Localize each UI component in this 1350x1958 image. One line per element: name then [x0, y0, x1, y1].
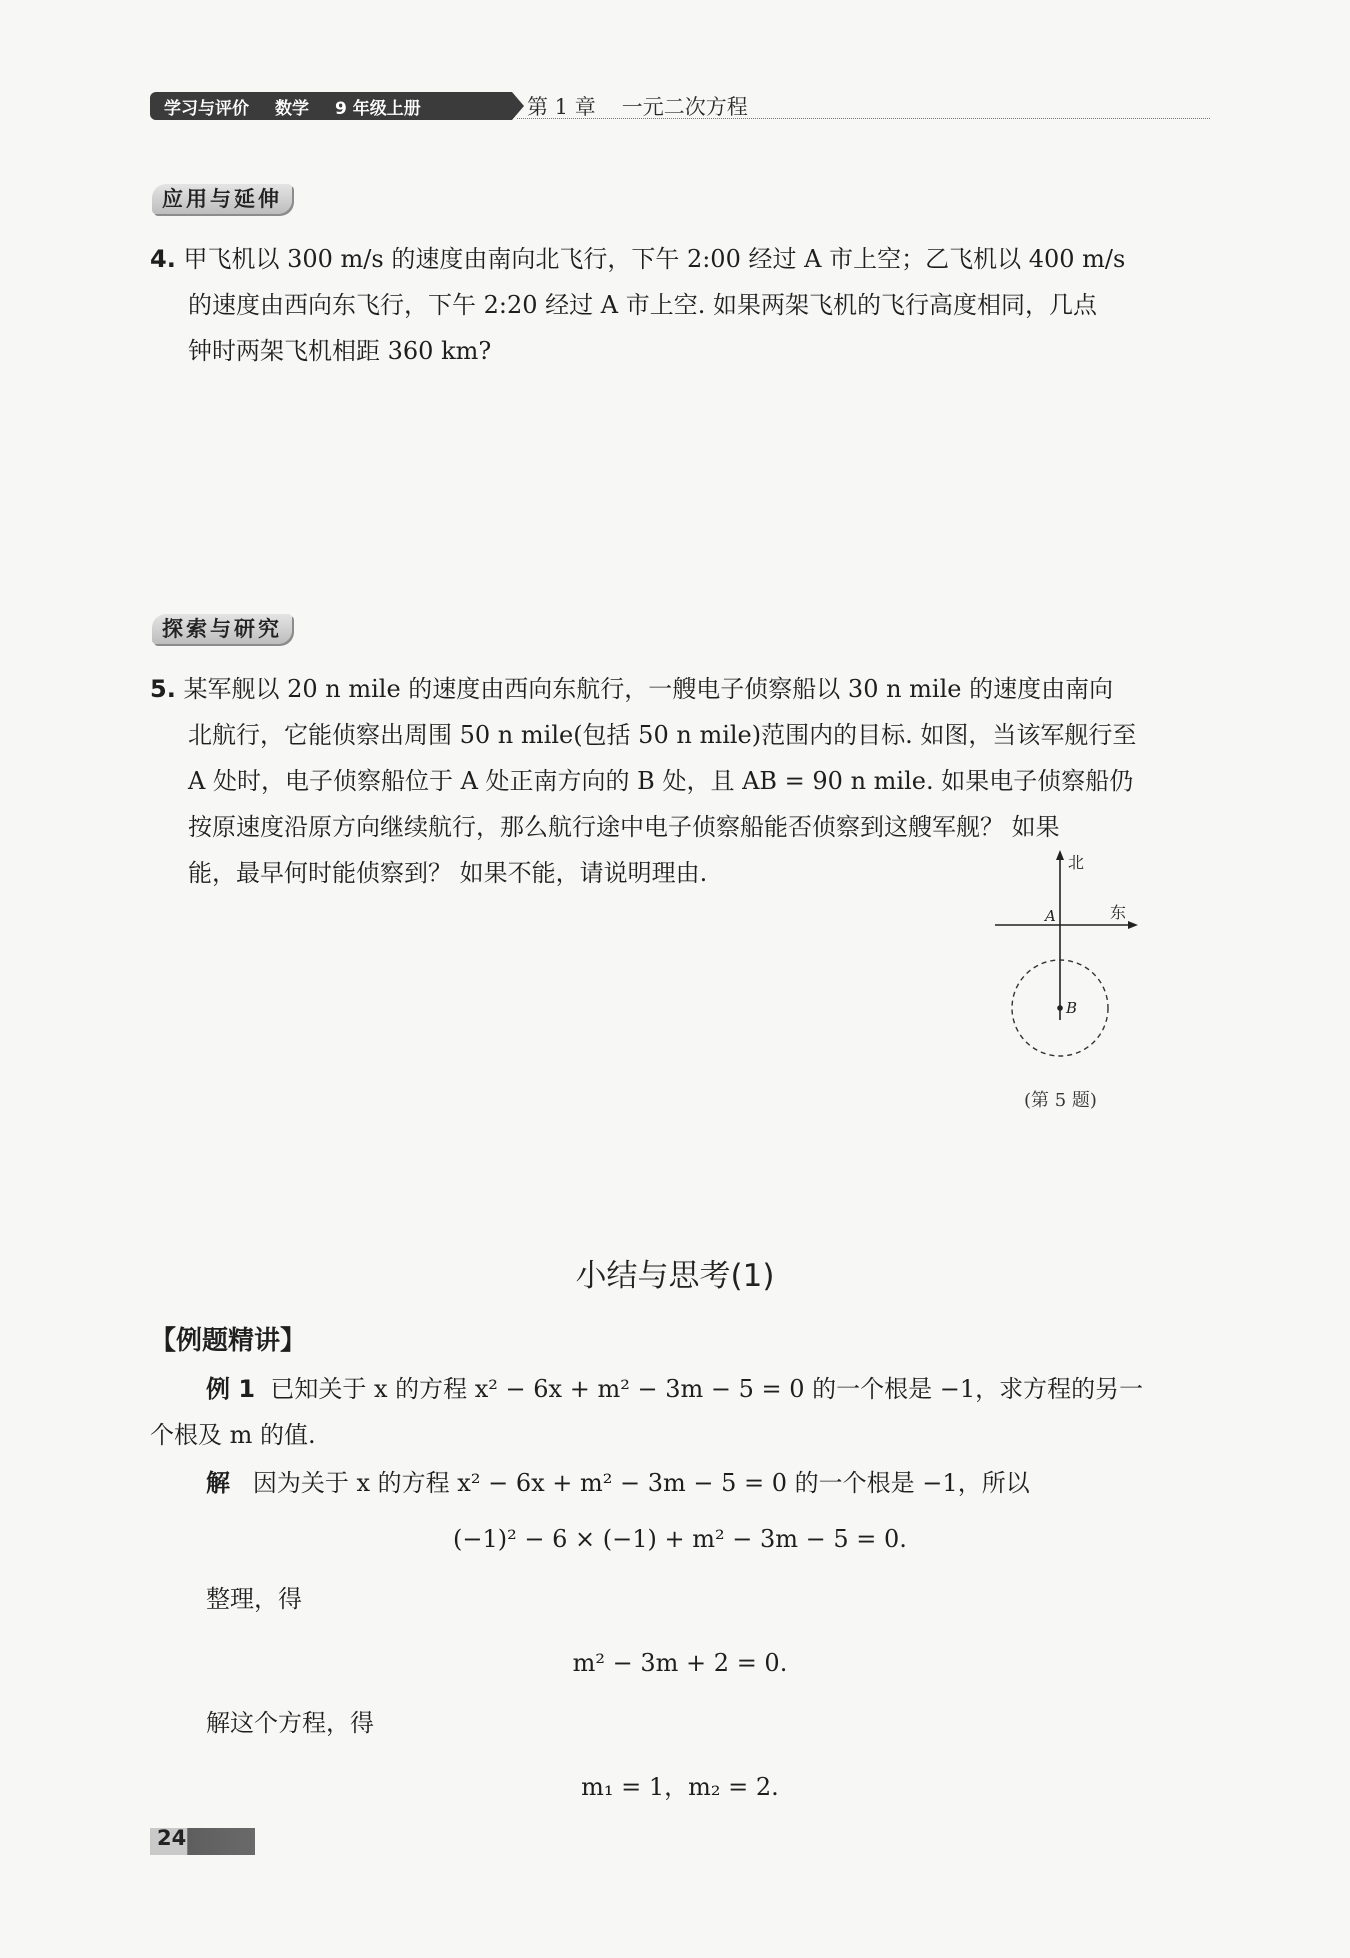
solution-text: 因为关于 x 的方程 x² − 6x + m² − 3m − 5 = 0 的一个根是 −1，所以: [252, 1469, 1030, 1497]
problem-line: 的速度由西向东飞行，下午 2:20 经过 A 市上空. 如果两架飞机的飞行高度相同，几点: [188, 291, 1097, 319]
north-arrow-icon: [1056, 850, 1064, 860]
figure-caption: (第 5 题): [1024, 1090, 1097, 1111]
point-b-dot: [1057, 1005, 1063, 1011]
header-chapter: [527, 91, 748, 121]
problem-line: 甲飞机以 300 m/s 的速度由南向北飞行，下午 2:00 经过 A 市上空；乙飞机以 400 m/s: [183, 245, 1126, 273]
point-a-label: A: [1045, 907, 1056, 925]
header-rule: [517, 118, 1210, 119]
example-text: 已知关于 x 的方程 x² − 6x + m² − 3m − 5 = 0 的一个根是 −1，求方程的另一: [270, 1375, 1144, 1403]
step-text: 解这个方程，得: [206, 1709, 374, 1737]
example-block: [150, 1366, 1210, 1810]
problem-line: 钟时两架飞机相距 360 km?: [188, 337, 492, 365]
east-arrow-icon: [1128, 921, 1138, 929]
problem-line: 按原速度沿原方向继续航行，那么航行途中电子侦察船能否侦察到这艘军舰？ 如果: [188, 813, 1060, 841]
page-number: 24: [157, 1826, 187, 1850]
example-label: 例 1: [206, 1375, 256, 1403]
equation: m₁ = 1，m₂ = 2.: [581, 1773, 779, 1801]
problem-number: 5.: [150, 675, 176, 703]
step-text: 整理，得: [206, 1585, 302, 1613]
problem-4: [150, 236, 1125, 374]
chapter-label: 第 1 章: [527, 95, 596, 119]
header-subject: 数学: [275, 98, 309, 119]
problem-5: [150, 666, 1136, 896]
solution-label: 解: [206, 1469, 230, 1497]
east-label: 东: [1110, 903, 1127, 922]
header-bar: [150, 92, 512, 120]
north-label: 北: [1068, 853, 1085, 872]
equation: (−1)² − 6 × (−1) + m² − 3m − 5 = 0.: [453, 1525, 907, 1553]
example-text: 个根及 m 的值.: [150, 1421, 316, 1449]
problem-number: 4.: [150, 245, 176, 273]
header-grade: 9 年级上册: [335, 98, 421, 119]
example-subhead: 【例题精讲】: [150, 1326, 307, 1356]
section-tag-exploration: 探索与研究: [152, 614, 292, 644]
compass-circle-figure: [990, 850, 1150, 1075]
section-tag-application: 应用与延伸: [152, 184, 292, 214]
problem-line: 北航行，它能侦察出周围 50 n mile(包括 50 n mile)范围内的目标. 如图，当该军舰行至: [188, 721, 1137, 749]
header-series: 学习与评价: [164, 98, 249, 119]
point-b-label: B: [1066, 999, 1078, 1017]
problem-line: 某军舰以 20 n mile 的速度由西向东航行，一艘电子侦察船以 30 n mile 的速度由南向: [183, 675, 1114, 703]
problem-line: 能，最早何时能侦察到？ 如果不能，请说明理由.: [188, 859, 708, 887]
chapter-title: 一元二次方程: [621, 95, 748, 119]
problem-line: A 处时，电子侦察船位于 A 处正南方向的 B 处，且 AB = 90 n mile. 如果电子侦察船仍: [188, 767, 1134, 795]
equation: m² − 3m + 2 = 0.: [572, 1649, 788, 1677]
summary-title: 小结与思考(1): [575, 1258, 775, 1294]
